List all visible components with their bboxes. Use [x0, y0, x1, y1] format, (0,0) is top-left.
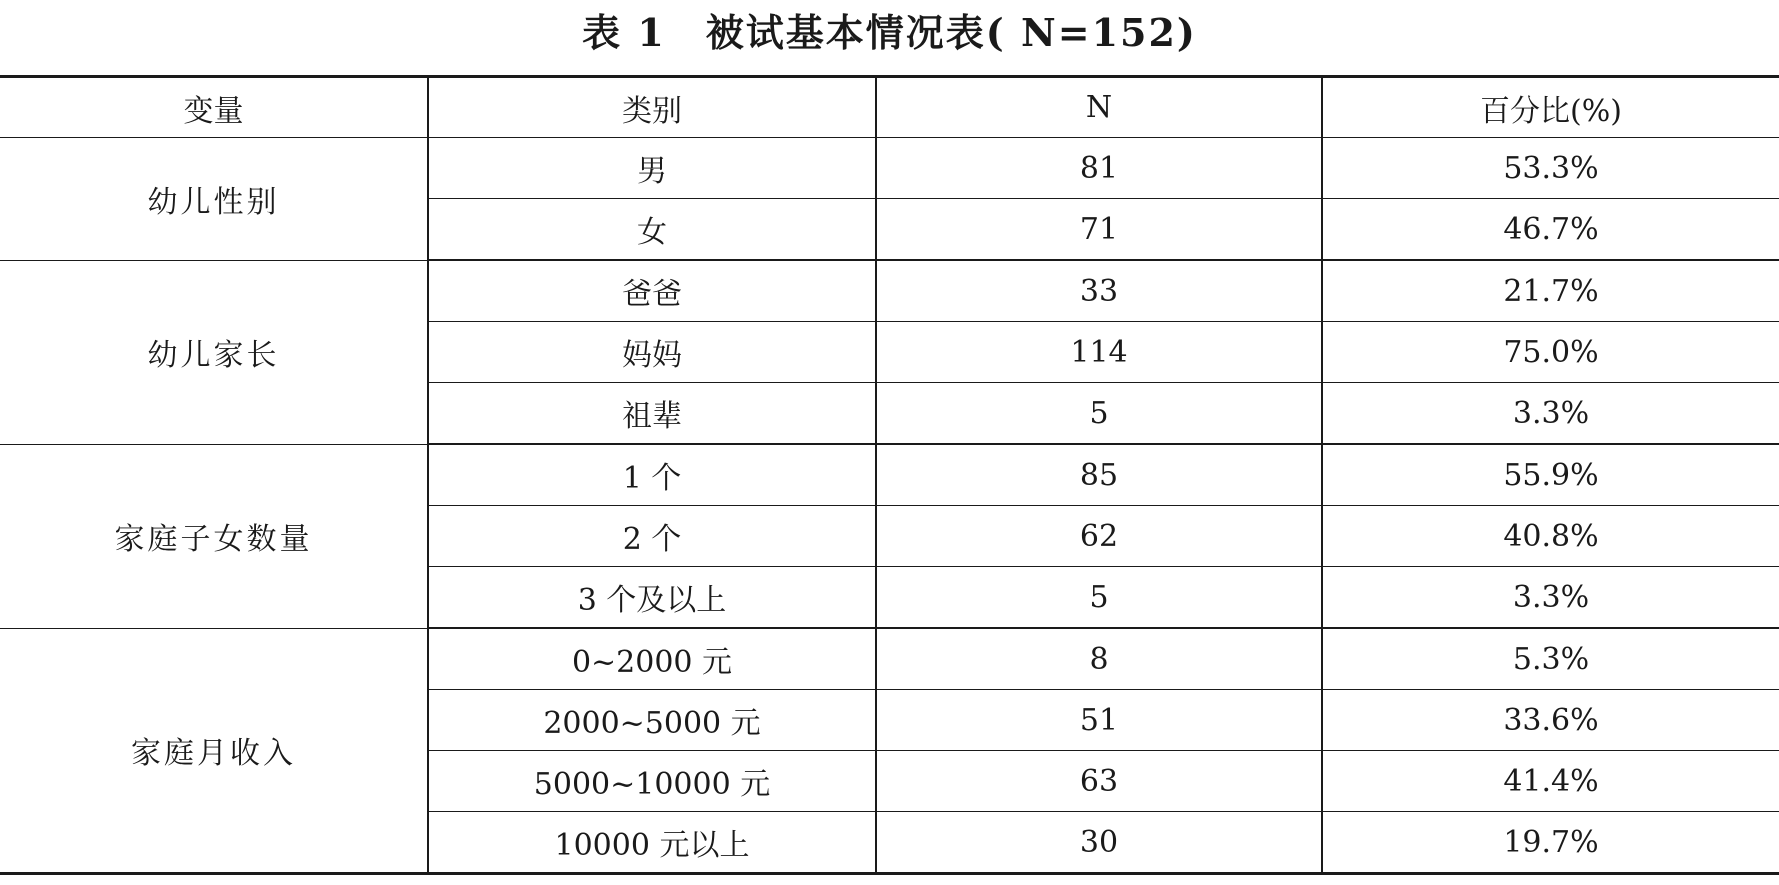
variable-cell: 幼儿性别: [0, 138, 428, 261]
category-cell: 1 个: [428, 444, 876, 506]
table-number: 表 1: [582, 10, 666, 55]
table-row: [0, 444, 1779, 506]
table-row: [0, 138, 1779, 199]
percent-cell: 53.3%: [1322, 138, 1779, 199]
percent-cell: 21.7%: [1322, 260, 1779, 322]
category-cell: 10000 元以上: [428, 812, 876, 874]
percent-cell: 33.6%: [1322, 690, 1779, 751]
percent-cell: 55.9%: [1322, 444, 1779, 506]
n-cell: 62: [876, 506, 1322, 567]
percent-cell: 75.0%: [1322, 322, 1779, 383]
header-row: [0, 77, 1779, 138]
n-cell: 81: [876, 138, 1322, 199]
category-cell: 妈妈: [428, 322, 876, 383]
header-n: N: [876, 77, 1322, 138]
percent-cell: 19.7%: [1322, 812, 1779, 874]
n-cell: 71: [876, 199, 1322, 261]
percent-cell: 5.3%: [1322, 628, 1779, 690]
category-cell: 男: [428, 138, 876, 199]
n-cell: 51: [876, 690, 1322, 751]
category-cell: 2 个: [428, 506, 876, 567]
n-cell: 63: [876, 751, 1322, 812]
category-cell: 3 个及以上: [428, 567, 876, 629]
participant-info-table: [0, 75, 1779, 875]
variable-cell: 幼儿家长: [0, 260, 428, 444]
header-category: 类别: [428, 77, 876, 138]
percent-cell: 3.3%: [1322, 383, 1779, 445]
table-row: [0, 628, 1779, 690]
category-cell: 祖辈: [428, 383, 876, 445]
variable-cell: 家庭月收入: [0, 628, 428, 874]
n-cell: 85: [876, 444, 1322, 506]
category-cell: 女: [428, 199, 876, 261]
percent-cell: 3.3%: [1322, 567, 1779, 629]
header-variable: 变量: [0, 77, 428, 138]
percent-cell: 40.8%: [1322, 506, 1779, 567]
n-cell: 33: [876, 260, 1322, 322]
category-cell: 2000~5000 元: [428, 690, 876, 751]
n-cell: 30: [876, 812, 1322, 874]
n-cell: 8: [876, 628, 1322, 690]
category-cell: 5000~10000 元: [428, 751, 876, 812]
table-caption: [0, 0, 1779, 66]
category-cell: 爸爸: [428, 260, 876, 322]
n-cell: 114: [876, 322, 1322, 383]
n-cell: 5: [876, 567, 1322, 629]
table-title: 被试基本情况表( N=152): [705, 10, 1197, 55]
n-cell: 5: [876, 383, 1322, 445]
percent-cell: 46.7%: [1322, 199, 1779, 261]
category-cell: 0~2000 元: [428, 628, 876, 690]
variable-cell: 家庭子女数量: [0, 444, 428, 628]
header-percent: 百分比(%): [1322, 77, 1779, 138]
percent-cell: 41.4%: [1322, 751, 1779, 812]
table-row: [0, 260, 1779, 322]
